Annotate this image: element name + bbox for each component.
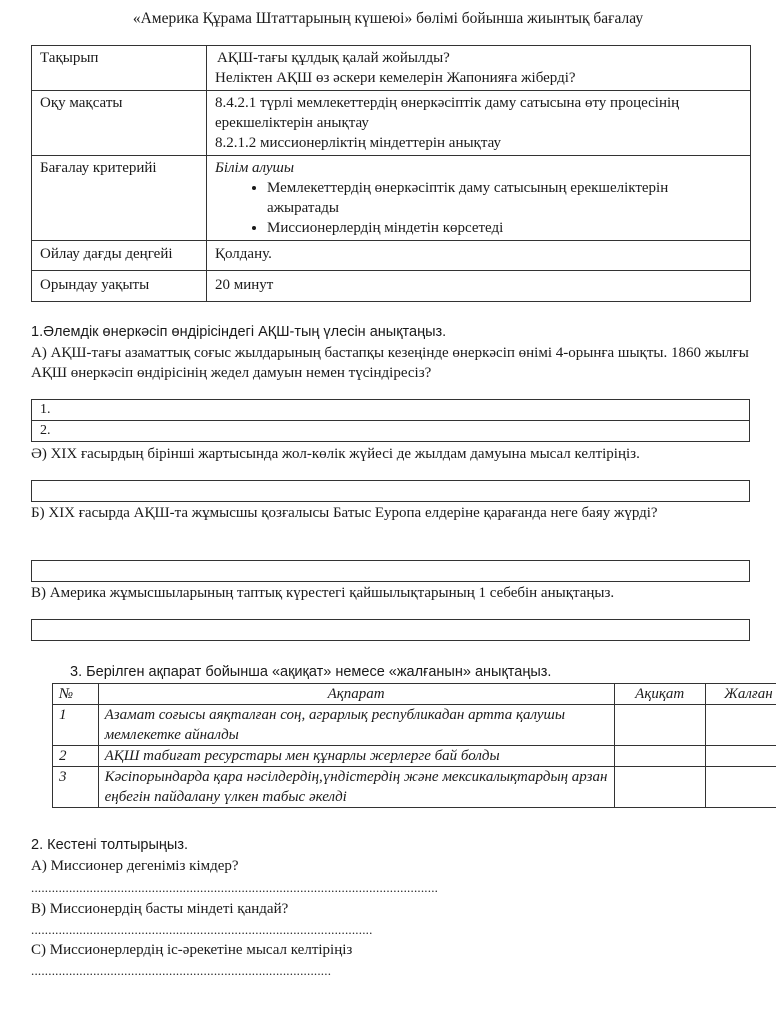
row-number: 1 — [53, 705, 99, 746]
topic-line-2: Неліктен АҚШ өз әскери кемелерін Жапонияға жіберді? — [215, 70, 576, 86]
info-table — [31, 45, 751, 302]
thinking-row — [32, 241, 751, 271]
criteria-intro: Білім алушы — [215, 160, 295, 176]
thinking-value: Қолдану. — [207, 241, 751, 271]
question-2c: С) Миссионерлердің іс-әрекетіне мысал келтіріңіз — [31, 942, 353, 958]
table-row — [53, 746, 776, 767]
col-true: Ақиқат — [614, 684, 705, 705]
time-label: Орындау уақыты — [32, 271, 207, 302]
question-1 — [31, 322, 761, 383]
objective-1: 8.4.2.1 түрлі мемлекеттердің өнеркәсіптік даму сатысына өту процесінің ерекшеліктерін анықтау — [215, 95, 680, 131]
false-cell[interactable] — [705, 705, 776, 746]
answer-line-2b[interactable]: ................................................................................................... — [31, 922, 373, 937]
table-header-row — [53, 684, 776, 705]
answer-box-1v[interactable] — [31, 619, 750, 641]
answer-line-2a[interactable]: ...................................................................................................................... — [31, 880, 439, 895]
false-cell[interactable] — [705, 746, 776, 767]
topic-value — [207, 46, 751, 91]
objectives-value — [207, 91, 751, 156]
row-text: АҚШ табиғат ресурстары мен құнарлы жерлерге бай болды — [98, 746, 614, 767]
row-text: Азамат соғысы аяқталған соң, аграрлық республикадан артта қалушы мемлекетке айналды — [98, 705, 614, 746]
table-row — [53, 767, 776, 808]
thinking-label: Ойлау дағды деңгейі — [32, 241, 207, 271]
question-2b: В) Миссионердің басты міндеті қандай? — [31, 901, 289, 917]
criteria-list — [215, 178, 742, 238]
question-1-heading: 1.Әлемдік өнеркәсіп өндірісіндегі АҚШ-тың үлесін анықтаңыз. — [31, 324, 447, 340]
question-2-heading: 2. Кестені толтырыңыз. — [31, 837, 189, 853]
question-1b: Б) XIX ғасырда АҚШ-та жұмысшы қозғалысы Батыс Еуропа елдеріне қарағанда неге баяу жүрді? — [31, 505, 658, 521]
criteria-item-2: • Миссионерлердің міндетін көрсетеді — [267, 218, 742, 238]
answer-line-2c[interactable]: ....................................................................................... — [31, 963, 332, 978]
criteria-label: Бағалау критерийі — [32, 156, 207, 241]
objectives-row — [32, 91, 751, 156]
criteria-item-1: • Мемлекеттердің өнеркәсіптік даму сатысының ерекшеліктерін ажыратады — [267, 178, 742, 218]
topic-row — [32, 46, 751, 91]
answer-table-1a — [31, 399, 750, 442]
col-false: Жалған — [705, 684, 776, 705]
true-false-table — [52, 683, 776, 808]
objective-2: 8.2.1.2 миссионерліктің міндеттерін анықтау — [215, 135, 501, 151]
col-info: Ақпарат — [98, 684, 614, 705]
time-value: 20 минут — [207, 271, 751, 302]
row-number: 2 — [53, 746, 99, 767]
row-text: Кәсіпорындарда қара нәсілдердің,үндістердің және мексикалықтардың арзан еңбегін пайдалану үлкен табыс әкелді — [98, 767, 614, 808]
criteria-row — [32, 156, 751, 241]
row-number: 3 — [53, 767, 99, 808]
question-1a: А) АҚШ-тағы азаматтық соғыс жылдарының бастапқы кезеңінде өнеркәсіп өнімі 4-орынға шықты. 1860 жылғы АҚШ өнеркәсіп өндірісінің жедел дамуын немен түсіндіресіз? — [31, 345, 749, 381]
true-cell[interactable] — [614, 746, 705, 767]
objectives-label: Оқу мақсаты — [32, 91, 207, 156]
topic-line-1: АҚШ-тағы құлдық қалай жойылды? — [217, 50, 450, 66]
question-1ae: Ә) XIX ғасырдың бірінші жартысында жол-көлік жүйесі де жылдам дамуына мысал келтіріңіз. — [31, 446, 640, 462]
page-title: «Америка Құрама Штаттарының күшеюі» бөлімі бойынша жиынтық бағалау — [132, 10, 644, 27]
question-3-heading: 3. Берілген ақпарат бойынша «ақиқат» немесе «жалғанын» анықтаңыз. — [70, 664, 552, 680]
criteria-value — [207, 156, 751, 241]
question-2a: А) Миссионер дегеніміз кімдер? — [31, 858, 239, 874]
time-row — [32, 271, 751, 302]
answer-box-1b[interactable] — [31, 560, 750, 582]
answer-row-1[interactable]: 1. — [32, 400, 750, 421]
answer-row-2[interactable]: 2. — [32, 421, 750, 442]
answer-box-1ae[interactable] — [31, 480, 750, 502]
true-cell[interactable] — [614, 767, 705, 808]
true-cell[interactable] — [614, 705, 705, 746]
topic-label: Тақырып — [32, 46, 207, 91]
table-row — [53, 705, 776, 746]
col-number: № — [53, 684, 99, 705]
false-cell[interactable] — [705, 767, 776, 808]
question-1v: В) Америка жұмысшыларының таптық күрестегі қайшылықтарының 1 себебін анықтаңыз. — [31, 585, 615, 601]
